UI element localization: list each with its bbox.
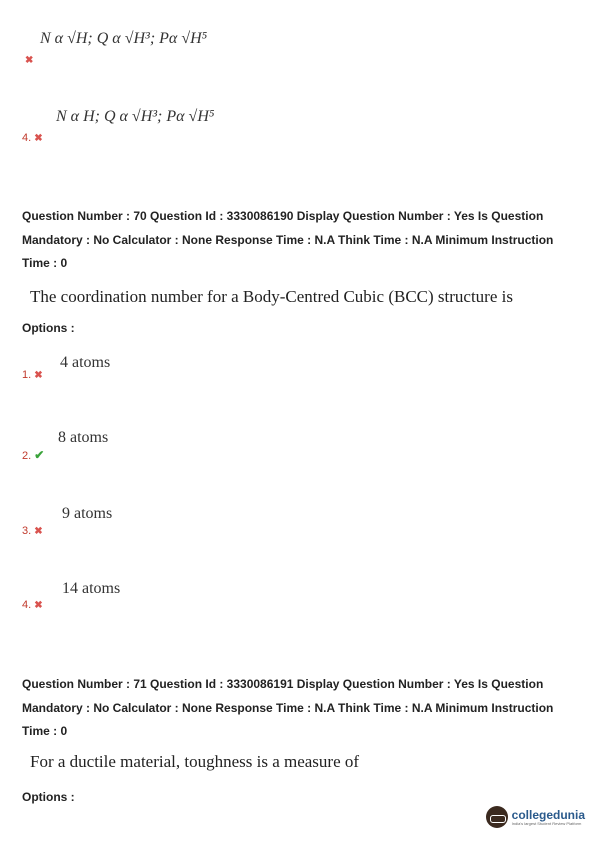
question-70-meta: Question Number : 70 Question Id : 3330086190 Display Question Number : Yes Is Question Mandatory : No Calculator : None Response Time : N.A Think Time : N.A Minimum Instruction Time : 0 xyxy=(22,209,554,270)
logo-name: collegedunia xyxy=(511,807,585,822)
prev-option-4-marker xyxy=(22,128,43,146)
q70-option-3-text: 9 atoms xyxy=(62,505,113,522)
check-icon: ✔ xyxy=(34,448,45,462)
logo-tagline: India's largest Student Review Platform xyxy=(511,820,582,826)
cross-icon: ✖ xyxy=(25,55,34,66)
prev-option-4-expression: N α H; Q α √H³; Pα √H⁵ xyxy=(56,108,215,125)
cross-icon: ✖ xyxy=(34,526,43,537)
question-70-options-label: Options : xyxy=(22,321,75,335)
logo-text-block xyxy=(512,809,585,826)
prev-option-3-marker xyxy=(22,50,33,68)
q70-option-1-text: 4 atoms xyxy=(60,354,111,371)
cross-icon: ✖ xyxy=(34,133,43,144)
option-number: 4. xyxy=(22,599,32,611)
option-number: 3. xyxy=(22,525,32,537)
cross-icon: ✖ xyxy=(34,370,43,381)
mascot-icon xyxy=(486,806,508,828)
q70-option-2-text: 8 atoms xyxy=(58,429,109,446)
q70-option-4-marker xyxy=(22,595,43,613)
prev-option-3-expression: N α √H; Q α √H³; Pα √H⁵ xyxy=(40,30,208,47)
q70-option-1-marker xyxy=(22,365,43,383)
option-number: 4. xyxy=(22,132,32,144)
question-70-text: The coordination number for a Body-Centred Cubic (BCC) structure is xyxy=(30,287,513,306)
q70-option-4-text: 14 atoms xyxy=(62,580,121,597)
question-71-text: For a ductile material, toughness is a measure of xyxy=(30,752,360,771)
option-number: 1. xyxy=(22,369,32,381)
question-71-meta: Question Number : 71 Question Id : 3330086191 Display Question Number : Yes Is Question Mandatory : No Calculator : None Response Time : N.A Think Time : N.A Minimum Instruction Time : 0 xyxy=(22,677,554,738)
question-71-options-label: Options : xyxy=(22,790,75,804)
q70-option-2-marker xyxy=(22,446,44,464)
option-number: 2. xyxy=(22,450,32,462)
collegedunia-logo xyxy=(486,806,585,828)
q70-option-3-marker xyxy=(22,521,43,539)
cross-icon: ✖ xyxy=(34,600,43,611)
